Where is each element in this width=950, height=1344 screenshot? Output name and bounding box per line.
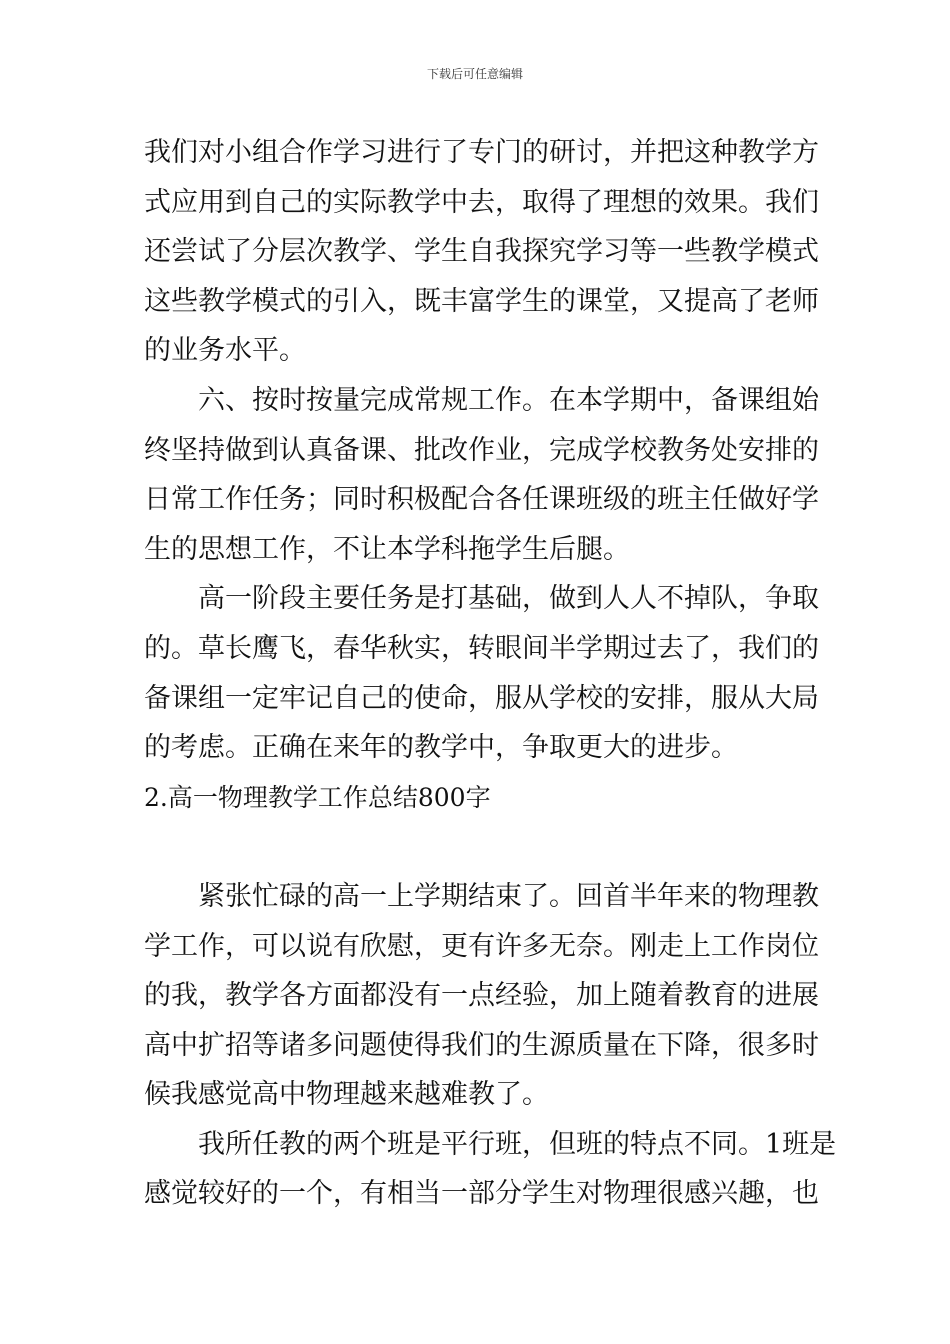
text-line: 高一阶段主要任务是打基础，做到人人不掉队，争取 <box>198 583 819 615</box>
section-heading: 2.高一物理教学工作总结800字 <box>144 782 491 812</box>
text-line: 学工作，可以说有欣慰，更有许多无奈。刚走上工作岗位 <box>144 930 819 962</box>
blank-line <box>144 822 810 872</box>
text-line: 感觉较好的一个，有相当一部分学生对物理很感兴趣，也 <box>144 1178 819 1210</box>
text-line: 的业务水平。 <box>144 335 306 367</box>
text-line: 这些教学模式的引入，既丰富学生的课堂，又提高了老师 <box>144 285 819 317</box>
text-line: 紧张忙碌的高一上学期结束了。回首半年来的物理教 <box>198 880 819 912</box>
page-header: 下载后可任意编辑 <box>426 67 523 81</box>
document-body <box>144 128 837 1219</box>
text-line: 的考虑。正确在来年的教学中，争取更大的进步。 <box>144 732 738 764</box>
text-line: 终坚持做到认真备课、批改作业，完成学校教务处安排的 <box>144 434 819 466</box>
text-line: 生的思想工作，不让本学科拖学生后腿。 <box>144 533 630 565</box>
text-line: 我所任教的两个班是平行班，但班的特点不同。1班是 <box>198 1128 837 1160</box>
paragraph-semester-end <box>144 872 819 1120</box>
text-line: 的。草长鹰飞，春华秋实，转眼间半学期过去了，我们的 <box>144 632 819 664</box>
paragraph-classes <box>144 1120 837 1219</box>
paragraph-group-learning <box>144 128 819 376</box>
text-line: 高中扩招等诸多问题使得我们的生源质量在下降，很多时 <box>144 1029 819 1061</box>
text-line: 候我感觉高中物理越来越难教了。 <box>144 1079 549 1111</box>
text-line: 的我，教学各方面都没有一点经验，加上随着教育的进展 <box>144 980 819 1012</box>
paragraph-conclusion <box>144 574 819 772</box>
text-line: 六、按时按量完成常规工作。在本学期中，备课组始 <box>198 384 819 416</box>
text-line: 式应用到自己的实际教学中去，取得了理想的效果。我们 <box>144 186 819 218</box>
text-line: 还尝试了分层次教学、学生自我探究学习等一些教学模式 <box>144 236 819 268</box>
text-line: 日常工作任务；同时积极配合各任课班级的班主任做好学 <box>144 484 819 516</box>
text-line: 备课组一定牢记自己的使命，服从学校的安排，服从大局 <box>144 682 819 714</box>
paragraph-routine-work <box>144 376 819 574</box>
text-line: 我们对小组合作学习进行了专门的研讨，并把这种教学方 <box>144 137 819 168</box>
